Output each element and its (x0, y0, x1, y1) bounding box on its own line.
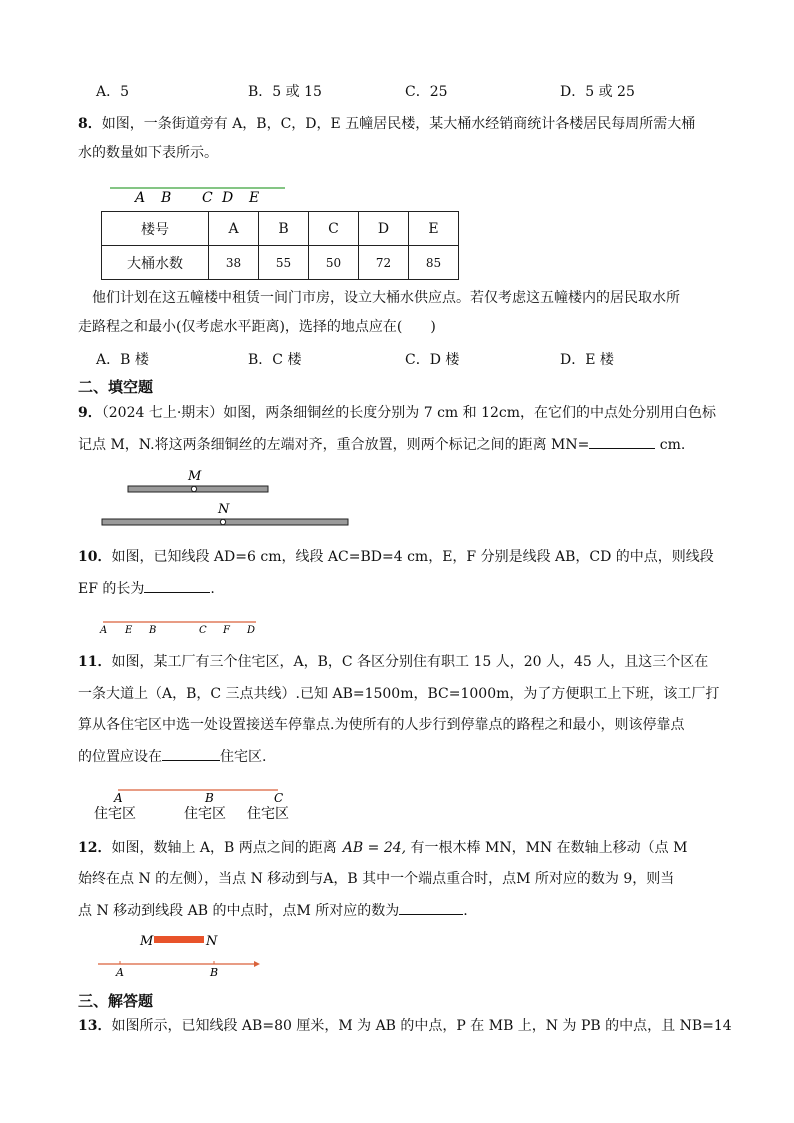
q12-number-line-figure (96, 930, 266, 980)
q12-label-a: A (116, 966, 124, 979)
q13-line1 (78, 1016, 732, 1036)
q11-label-b: B (205, 791, 214, 805)
q9-line2 (78, 434, 685, 455)
q10-label-b: B (149, 625, 157, 636)
q8-option-d: D．E 楼 (560, 352, 614, 368)
section-heading-solutions: 三、解答题 (78, 992, 154, 1010)
q7-option-c: C．25 (405, 84, 448, 100)
q10-segment-figure (98, 614, 268, 638)
q12-number: 12． (78, 840, 112, 856)
q12-stick (154, 936, 204, 943)
q11-line1 (78, 652, 708, 672)
q8-number: 8． (78, 116, 102, 132)
q12-arrow-icon (254, 961, 260, 967)
q13-number: 13． (78, 1018, 112, 1034)
q10-label-e: E (125, 625, 133, 636)
q8-label-c: C (202, 190, 213, 206)
q11-text-1: 如图，某工厂有三个住宅区，A，B，C 各区分别住有职工 15 人，20 人，45 人，且这三个区在 (111, 654, 709, 670)
q9-text-2: 记点 M，N.将这两条细铜丝的左端对齐，重合放置，则两个标记之间的距离 MN= (78, 437, 590, 453)
section-heading-fill-in: 二、填空题 (78, 378, 154, 396)
q8-line1 (78, 114, 695, 134)
q8-label-b: B (161, 190, 172, 206)
q11-text-4-end: 住宅区. (220, 749, 267, 765)
q12-formula: AB = 24, (342, 840, 407, 856)
table-cell: 大桶水数 (102, 246, 209, 280)
q8-option-a: A．B 楼 (96, 352, 149, 368)
q8-label-a: A (135, 190, 146, 206)
q7-option-d: D．5 或 25 (560, 84, 635, 100)
q10-label-a: A (100, 625, 108, 636)
q8-water-table (101, 211, 459, 280)
q12-line2: 始终在点 N 的左侧），当点 N 移动到与A，B 其中一个端点重合时，点M 所对应的数为 9，则当 (78, 871, 675, 887)
q12-label-n: N (206, 934, 218, 949)
q11-answer-blank (162, 746, 220, 761)
table-cell: 72 (359, 246, 409, 280)
q11-number: 11． (78, 654, 112, 670)
q10-line2 (78, 578, 215, 599)
q10-number: 10． (78, 549, 112, 565)
q11-label-a: A (114, 791, 123, 805)
q8-option-b: B．C 楼 (248, 352, 302, 368)
q12-line1 (78, 838, 687, 858)
table-cell: A (209, 212, 259, 246)
q8-label-d: D (222, 190, 234, 206)
q12-label-b: B (210, 966, 219, 979)
q11-text-4: 的位置应设在 (78, 749, 162, 765)
q10-answer-blank (144, 578, 210, 593)
q11-line2: 一条大道上（A，B，C 三点共线）.已知 AB=1500m，BC=1000m，为了方便职工上下班，该工厂打 (78, 686, 720, 702)
q7-option-b: B．5 或 15 (248, 84, 322, 100)
q12-line3 (78, 900, 468, 921)
q12-answer-blank (399, 900, 463, 915)
q10-text-1: 如图，已知线段 AD=6 cm，线段 AC=BD=4 cm，E，F 分别是线段 AB，CD 的中点，则线段 (111, 549, 714, 565)
q8-text-1: 如图，一条街道旁有 A，B，C，D，E 五幢居民楼，某大桶水经销商统计各楼居民每周所需大桶 (101, 116, 696, 132)
table-cell: 50 (309, 246, 359, 280)
q9-number: 9． (78, 405, 102, 421)
q8-option-c: C．D 楼 (405, 352, 460, 368)
q11-zone-c: 住宅区 (247, 806, 289, 822)
q11-line4 (78, 746, 266, 767)
q10-line1 (78, 547, 714, 567)
q12-text-1: 如图，数轴上 A，B 两点之间的距离 (111, 840, 337, 856)
q7-option-a: A．5 (96, 84, 130, 100)
q8-line2: 水的数量如下表所示。 (78, 145, 218, 161)
q9-unit: cm. (655, 437, 686, 453)
q10-period: . (210, 581, 215, 597)
q9-line1 (78, 403, 716, 423)
table-row (102, 212, 459, 246)
q13-text-1: 如图所示，已知线段 AB=80 厘米，M 为 AB 的中点，P 在 MB 上，N 为 PB 的中点，且 NB=14 (111, 1018, 732, 1034)
table-cell: E (409, 212, 459, 246)
q11-zone-b: 住宅区 (184, 806, 226, 822)
q11-label-c: C (274, 791, 284, 805)
q8-label-e: E (249, 190, 260, 206)
q10-label-f: F (223, 625, 230, 636)
q10-label-c: C (199, 625, 207, 636)
table-cell: 55 (259, 246, 309, 280)
table-cell: 85 (409, 246, 459, 280)
q12-label-m: M (140, 934, 154, 949)
q9-wire-figure (100, 466, 360, 530)
table-cell: D (359, 212, 409, 246)
q10-label-d: D (247, 625, 256, 636)
table-row (102, 246, 459, 280)
q8-para2: 走路程之和最小(仅考虑水平距离)，选择的地点应在( ) (78, 319, 436, 335)
q12-period: . (463, 903, 468, 919)
q8-para1: 他们计划在这五幢楼中租赁一间门市房，设立大桶水供应点。若仅考虑这五幢楼内的居民取水所 (92, 290, 680, 306)
table-cell: B (259, 212, 309, 246)
q9-label-m: M (188, 469, 202, 484)
q9-text-1: （2024 七上·期末）如图，两条细铜丝的长度分别为 7 cm 和 12cm，在它们的中点处分别用白色标 (101, 405, 717, 421)
q11-line3: 算从各住宅区中选一处设置接送车停靠点.为使所有的人步行到停靠点的路程之和最小，则该停靠点 (78, 717, 685, 733)
q11-residential-figure (92, 779, 312, 823)
q12-text-3: 点 N 移动到线段 AB 的中点时，点M 所对应的数为 (78, 903, 400, 919)
table-cell: 38 (209, 246, 259, 280)
q10-text-2: EF 的长为 (78, 581, 145, 597)
q9-label-n: N (218, 502, 230, 517)
q12-text-1b: 有一根木棒 MN，MN 在数轴上移动（点 M (406, 840, 688, 856)
q11-zone-a: 住宅区 (94, 806, 136, 822)
q9-answer-blank (589, 434, 655, 449)
q8-street-figure (105, 178, 295, 208)
table-cell: 楼号 (102, 212, 209, 246)
table-cell: C (309, 212, 359, 246)
